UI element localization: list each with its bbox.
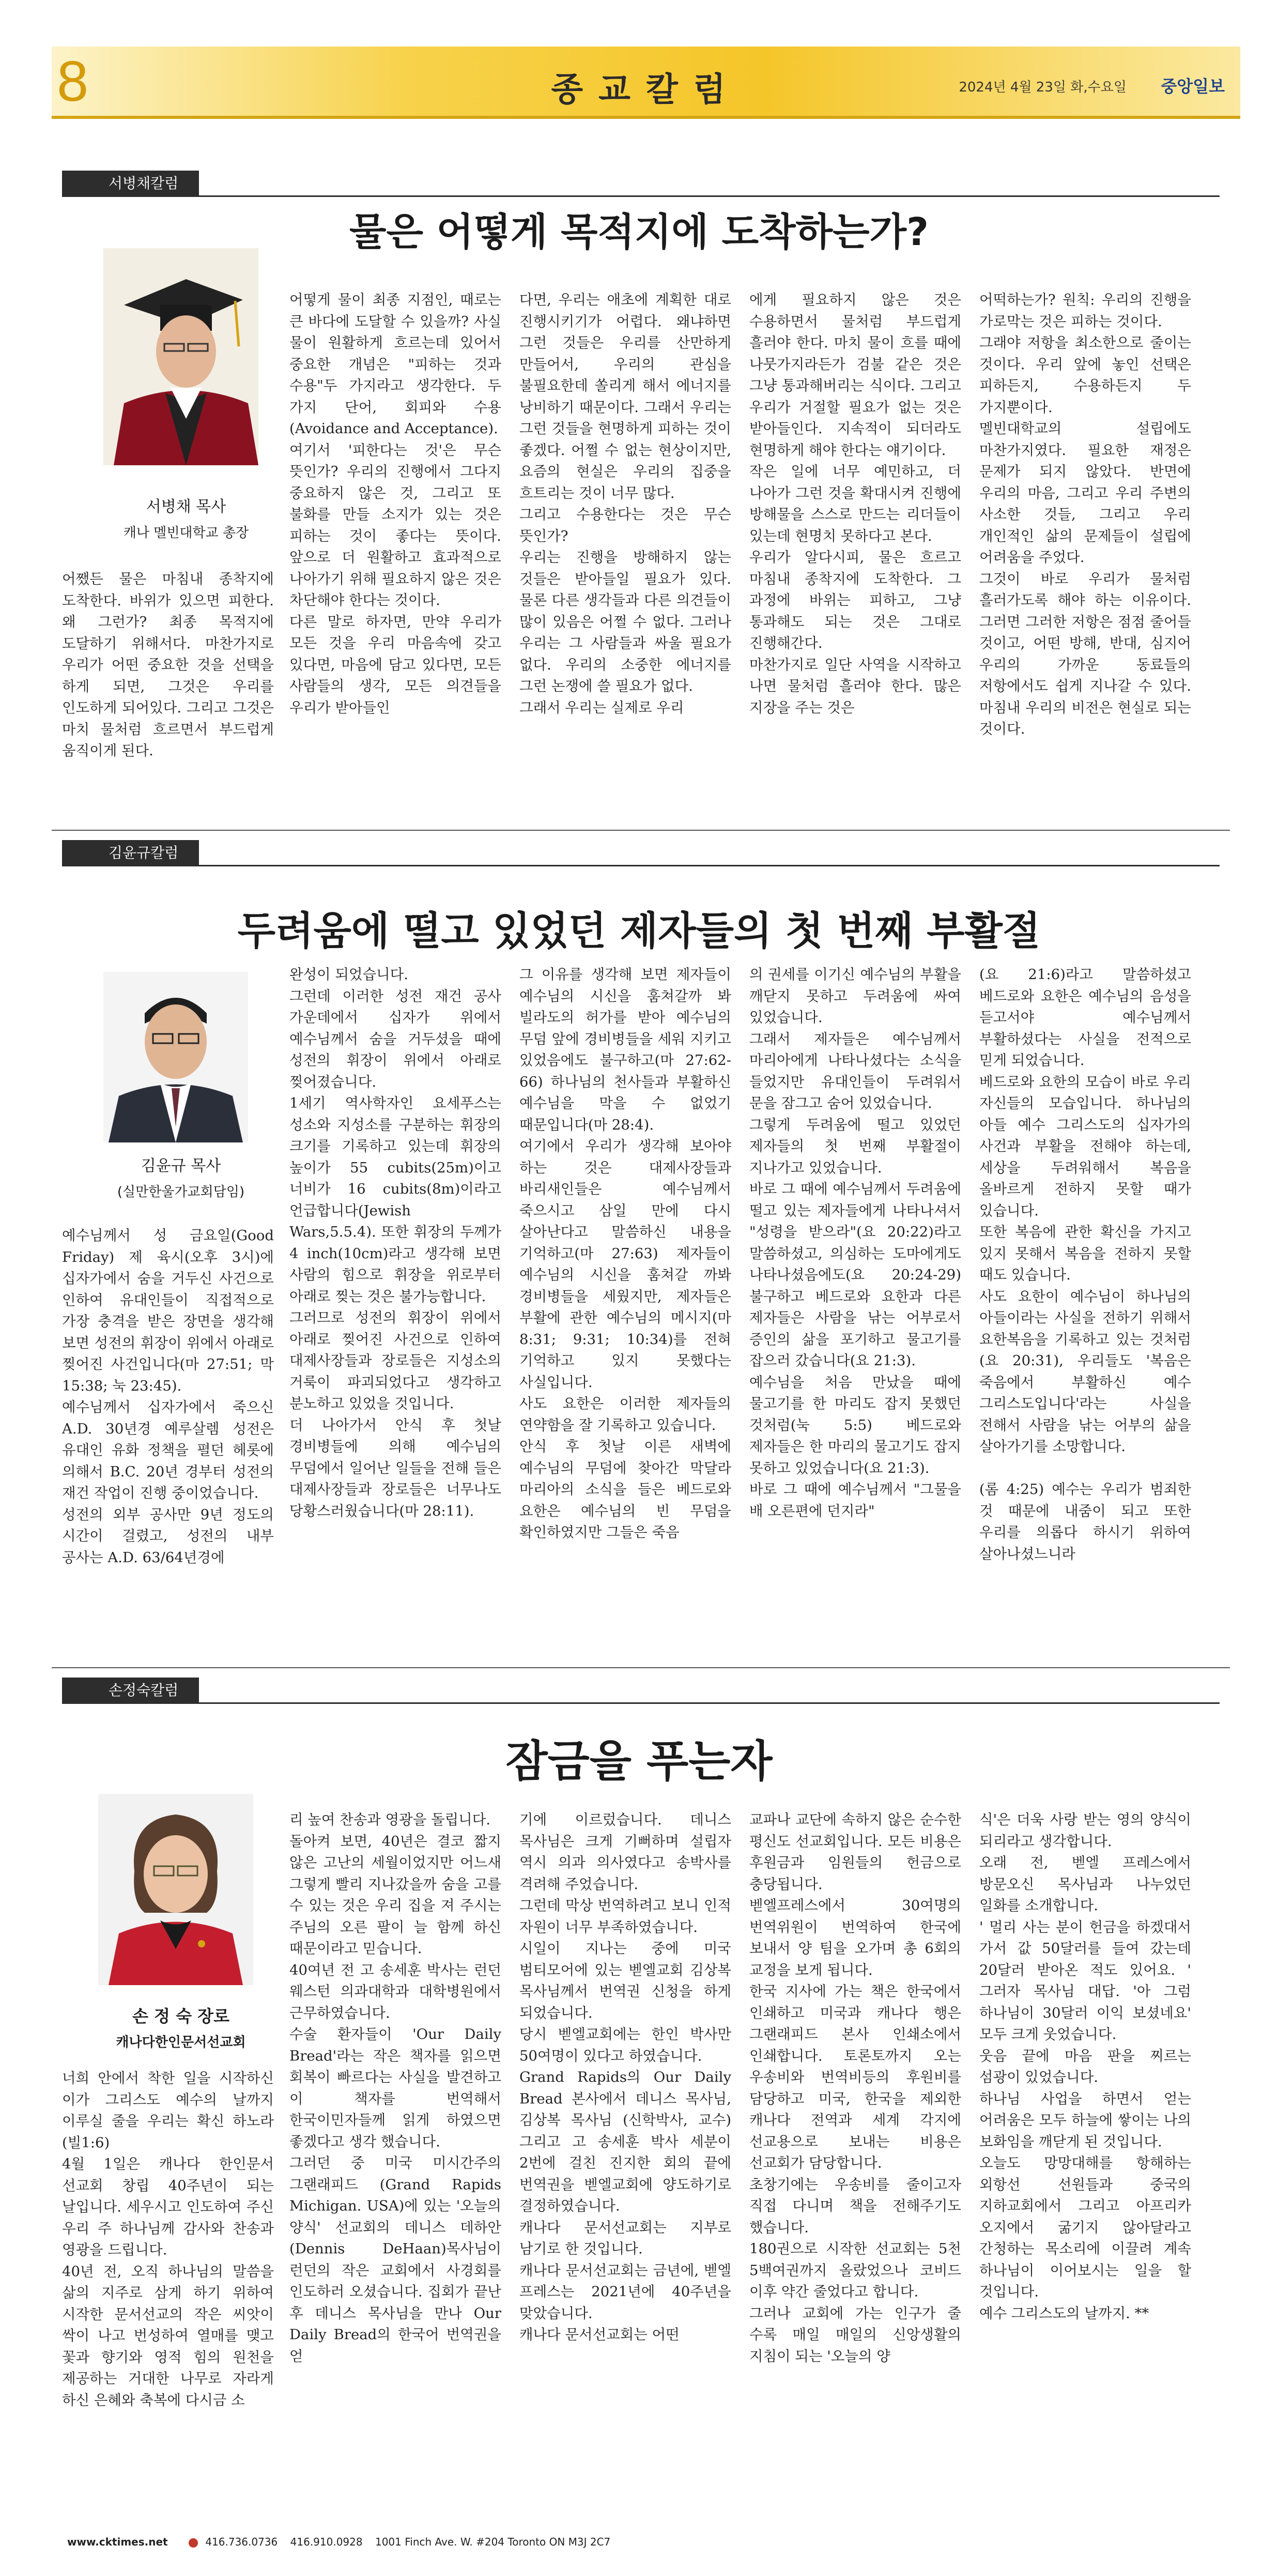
headline-2: 두려움에 떨고 있었던 제자들의 첫 번째 부활절 — [237, 908, 1041, 954]
author-name-2: 김윤규 목사 — [141, 1157, 221, 1175]
page-footer — [67, 2536, 620, 2548]
article-2-column-3: 그 이유를 생각해 보면 제자들이 예수님의 시신을 훔쳐갈까 봐 빌라도의 허가를 받아 예수님의 무덤 앞에 경비병들을 세워 지키고 있었음에도 불구하고(마 27:62-66) 하나님의 천사들과 부활하신 예수님을 막을 수 없었기 때문입니다(마 28:4). 여기에서 우리가 생각해 보아야 하는 것은 대제사장들과 바리새인들은 예수님께서 죽으시고 삼일 만에 다시 살아난다고 말씀하신 내용을 기억하고(마 27:63) 제자들이 예수님의 시신을 훔쳐갈 까봐 경비병들을 세웠지만, 제자들은 부활에 관한 예수님의 메시지(마 8:31; 9:31; 10:34)를 전혀 기억하고 있지 못했다는 사실입니다. 사도 요한은 이러한 제자들의 연약함을 잘 기록하고 있습니다. 안식 후 첫날 이른 새벽에 예수님의 무덤에 찾아간 막달라 마리아의 소식을 들은 베드로와 요한은 예수님의 빈 무덤을 확인하였지만 그들은 죽음 — [519, 966, 731, 1541]
article-3-column-2: 리 높여 찬송과 영광을 돌립니다. 돌아켜 보면, 40년은 결코 짧지 않은 고난의 세월이었지만 어느새 그렇게 빨리 지나갔을까 숨을 고를 수 있는 것은 우리 집을 져 주시는 주님의 오른 팔이 늘 함께 하신 때문이라고 믿습니다. 40여년 전 고 송세훈 박사는 런던 웨스턴 의과대학과 대학병원에서 근무하였습니다. 수술 환자들이 'Our Daily Bread'라는 작은 책자를 읽으면 회복이 빠르다는 사실을 발견하고 이 책자를 번역해서 한국이민자들께 읽게 하였으면 좋겠다고 생각 했습니다. 그러던 중 미국 미시간주의 그랜래피드 (Grand Rapids Michigan. USA)에 있는 '오늘의 양식' 선교회의 데니스 데하안(Dennis DeHaan)목사님이 런던의 작은 교회에서 사경회를 인도하러 오셨습니다. 집회가 끝난 후 데니스 목사님을 만나 Our Daily Bread의 한국어 번역권을 얻 — [289, 1811, 501, 2365]
article-2-column-5: (요 21:6)라고 말씀하셨고 베드로와 요한은 예수님의 음성을 듣고서야 예수님께서 부활하셨다는 사실을 전적으로 믿게 되었습니다. 베드로와 요한의 모습이 바로 우리 자신들의 모습입니다. 하나님의 아들 예수 그리스도의 십자가의 사건과 부활을 전해야 하는데, 세상을 두려워해서 복음을 올바르게 전하지 못할 때가 있습니다. 또한 복음에 관한 확신을 가지고 있지 못해서 복음을 전하지 못할 때도 있습니다. 사도 요한이 예수님이 하나님의 아들이라는 사실을 전하기 위해서 요한복음을 기록하고 있는 것처럼(요 20:31), 우리들도 '복음은 죽음에서 부활하신 예수 그리스도입니다'라는 사실을 전해서 사람을 낚는 어부의 삶을 살아가기를 소망합니다. (롬 4:25) 예수는 우리가 범죄한 것 때문에 내줌이 되고 또한 우리를 의롭다 하시기 위하여 살아나셨느니라 — [979, 966, 1191, 1562]
headline-1: 물은 어떻게 목적지에 도착하는가? — [349, 210, 929, 254]
article-1-column-2: 어떻게 물이 최종 지점인, 때로는 큰 바다에 도달할 수 있을까? 사실 물이 원활하게 흐르는데 있어서 중요한 개념은 "피하는 것과 수용"두 가지라고 생각한다. 두 가지 단어, 회피와 수용 (Avoidance and Acceptance). 여기서 '피한다는 것'은 무슨 뜻인가? 우리의 진행에서 그다지 중요하지 않은 것, 그리고 또 불화를 만들 소지가 있는 것은 피하는 것이 좋다는 뜻이다. 앞으로 더 원활하고 효과적으로 나아가기 위해 필요하지 않은 것은 차단해야 한다는 것이다. 다른 말로 하자면, 만약 우리가 모든 것을 우리 마음속에 갖고 있다면, 마음에 담고 있다면, 모든 사람들의 생각, 모든 의견들을 우리가 받아들인 — [289, 292, 501, 716]
column-tag-3: 손정숙칼럼 — [62, 1678, 199, 1703]
article-1-column-5: 어떡하는가? 원칙: 우리의 진행을 가로막는 것은 피하는 것이다. 그래야 저항을 최소한으로 줄이는 것이다. 우리 앞에 놓인 선택은 피하든지, 수용하든지 두 가지뿐이다. 멜빈대학교의 설립에도 마찬가지였다. 필요한 재정은 문제가 되지 않았다. 반면에 우리의 마음, 그리고 우리 주변의 사소한 것들, 그리고 우리 개인적인 삶의 문제들이 설립에 어려움을 주었다. 그것이 바로 우리가 물처럼 흘러가도록 해야 하는 이유이다. 그러면 그러한 저항은 점점 줄어들 것이고, 어떤 방해, 반대, 심지어 우리의 가까운 동료들의 저항에서도 쉽게 지나갈 수 있다. 마침내 우리의 비전은 현실로 되는 것이다. — [979, 292, 1191, 737]
article-1-column-3: 다면, 우리는 애초에 계획한 대로 진행시키기가 어렵다. 왜냐하면 그런 것들은 우리를 산만하게 만들어서, 우리의 관심을 불필요한데 쏠리게 해서 에너지를 낭비하기 때문이다. 그래서 우리는 그런 것들을 현명하게 피하는 것이 좋겠다. 어쩔 수 없는 현상이지만, 요즘의 현실은 우리의 집중을 흐트리는 것이 너무 많다. 그리고 수용한다는 것은 무슨 뜻인가? 우리는 진행을 방해하지 않는 것들은 받아들일 필요가 있다. 물론 다른 생각들과 다른 의견들이 많이 있음은 어쩔 수 없다. 그러나 우리는 그 사람들과 싸울 필요가 없다. 우리의 소중한 에너지를 그런 논쟁에 쓸 필요가 없다. 그래서 우리는 실제로 우리 — [519, 292, 731, 716]
author-name-1: 서병채 목사 — [146, 498, 226, 516]
column-tag-1: 서병채칼럼 — [62, 171, 199, 196]
footer-phone-2: 416.910.0928 — [290, 2536, 363, 2548]
phone-icon — [189, 2538, 198, 2548]
article-3-column-4: 교파나 교단에 속하지 않은 순수한 평신도 선교회입니다. 모든 비용은 후원금과 임원들의 헌금으로 충당됩니다. 벧엘프레스에서 30여명의 번역위원이 번역하여 한국에 보내서 양 팀을 오가며 총 6회의 교정을 보게 됩니다. 한국 지사에 가는 책은 한국에서 인쇄하고 미국과 캐나다 행은 그랜래피드 본사 인쇄소에서 인쇄합니다. 토론토까지 오는 우송비와 번역비등의 후원비를 담당하고 미국, 한국을 제외한 캐나다 전역과 세계 각지에 선교용으로 보내는 비용은 선교회가 담당합니다. 초창기에는 우송비를 줄이고자 직접 다니며 책을 전해주기도 했습니다. 180권으로 시작한 선교회는 5천 5백여권까지 올랐었으나 코비드 이후 약간 줄었다고 합니다. 그러나 교회에 가는 인구가 줄 수록 매일 매일의 신앙생활의 지침이 되는 '오늘의 양 — [749, 1811, 961, 2365]
author-photo-2 — [103, 972, 248, 1142]
author-name-3: 손 정 숙 장로 — [132, 2006, 229, 2026]
author-photo-3 — [98, 1794, 253, 1985]
page-header — [52, 47, 1240, 119]
tag-rule-3 — [62, 1702, 1220, 1704]
article-3-column-1: 너희 안에서 착한 일을 시작하신 이가 그리스도 예수의 날까지 이루실 줄을 우리는 확신 하노라 (빌1:6) 4월 1일은 캐나다 한인문서 선교회 창립 40주년이 되는 날입니다. 세우시고 인도하여 주신 우리 주 하나님께 감사와 찬송과 영광을 드립니다. 40년 전, 오직 하나님의 말씀을 삶의 지주로 삼게 하기 위하여 시작한 문서선교의 작은 씨앗이 싹이 나고 번성하여 열매를 맺고 꽃과 향기와 영적 힘의 원천을 제공하는 거대한 나무로 자라게 하신 은혜와 축복에 다시금 소 — [62, 2070, 274, 2409]
author-title-1: 캐나 멜빈대학교 총장 — [123, 525, 249, 541]
portrait-woman-icon — [98, 1794, 253, 1985]
page-number: 8 — [57, 50, 89, 113]
author-photo-1 — [103, 248, 258, 465]
footer-phone-1: 416.736.0736 — [205, 2536, 278, 2548]
article-2-column-1: 예수님께서 성 금요일(Good Friday) 제 육시(오후 3시)에 십자가에서 숨을 거두신 사건으로 인하여 유대인들이 직접적으로 가장 충격을 받은 장면을 생각해 보면 성전의 휘장이 위에서 아래로 찢어진 사건입니다(마 27:51; 막 15:38; 눅 23:45). 예수님께서 십자가에서 죽으신 A.D. 30년경 예루살렘 성전은 유대인 유화 정책을 펼던 헤롯에 의해서 B.C. 20년 경부터 성전의 재건 작업이 진행 중이었습니다. 성전의 외부 공사만 9년 정도의 시간이 걸렸고, 성전의 내부 공사는 A.D. 63/64년경에 — [62, 1227, 274, 1566]
article-2-column-2: 완성이 되었습니다. 그런데 이러한 성전 재건 공사 가운데에서 십자가 위에서 예수님께서 숨을 거두셨을 때에 성전의 휘장이 위에서 아래로 찢어졌습니다. 1세기 역사학자인 요세푸스는 성소와 지성소를 구분하는 휘장의 크기를 기록하고 있는데 휘장의 높이가 55 cubits(25m)이고 너비가 16 cubits(8m)이라고 언급합니다(Jewish Wars,5.5.4). 또한 휘장의 두께가 4 inch(10cm)라고 생각해 보면 사람의 힘으로 휘장을 위로부터 아래로 찢는 것은 불가능합니다. 그러므로 성전의 휘장이 위에서 아래로 찢어진 사건으로 인하여 대제사장들과 장로들은 지성소의 거룩이 파괴되었다고 생각하고 분노하고 있었을 것입니다. 더 나아가서 안식 후 첫날 경비병들에 의해 예수님의 무덤에서 일어난 일들을 전해 들은 대제사장들과 장로들은 너무나도 당황스러웠습니다(마 28:11). — [289, 966, 501, 1519]
headline-3: 잠금을 푸는자 — [505, 1736, 773, 1787]
footer-address: 1001 Finch Ave. W. #204 Toronto ON M3J 2C7 — [375, 2536, 611, 2548]
tag-rule-1 — [62, 195, 1220, 197]
portrait-graduation-icon — [103, 248, 258, 465]
author-title-2: (실만한울가교회담임) — [117, 1184, 245, 1200]
article-3-column-5: 식'은 더욱 사랑 받는 영의 양식이 되리라고 생각합니다. 오래 전, 벧엘 프레스에서 방문오신 목사님과 나누었던 일화를 소개합니다. ' 멀리 사는 분이 헌금을 하겠대서 가서 값 50달러를 들여 갔는데 20달러 받아온 적도 있어요. ' 그러자 목사님 대답. '아 그럼 하나님이 30달러 이익 보셨네요' 모두 크게 웃었습니다. 웃음 끝에 마음 판을 찌르는 섬광이 있었습니다. 하나님 사업을 하면서 얻는 어려움은 모두 하늘에 쌓이는 나의 보화임을 깨닫게 된 것입니다. 오늘도 망망대해를 항해하는 외항선 선원들과 중국의 지하교회에서 그리고 아프리카 오지에서 굶기지 않아달라고 간청하는 목소리에 이끌려 계속 하나님이 이어보시는 일을 할 것입니다. 예수 그리스도의 날까지. ** — [979, 1811, 1191, 2322]
newspaper-logo: 중앙일보 — [1161, 77, 1225, 96]
article-3-column-3: 기에 이르렀습니다. 데니스 목사님은 크게 기뻐하며 설립자 역시 의과 의사였다고 송박사를 격려해 주었습니다. 그런데 막상 번역하려고 보니 인적 자원이 너무 부족하였습니다. 시일이 지나는 중에 미국 범티모어에 있는 벧엘교회 김상복 목사님께서 번역권 신청을 하게 되었습니다. 당시 벧엘교회에는 한인 박사만 50여명이 있다고 하였습니다. Grand Rapids의 Our Daily Bread 본사에서 데니스 목사님, 김상복 목사님 (신학박사, 교수) 그리고 고 송세훈 박사 세분이 2번에 걸친 진지한 회의 끝에 번역권을 벧엘교회에 양도하기로 결정하였습니다. 캐나다 문서선교회는 지부로 남기로 한 것입니다. 캐나다 문서선교회는 금년에, 벧엘 프레스는 2021년에 40주년을 맞았습니다. 캐나다 문서선교회는 어떤 — [519, 1811, 731, 2343]
section-divider-2 — [52, 1667, 1230, 1668]
issue-date: 2024년 4월 23일 화,수요일 — [959, 80, 1127, 95]
article-2-column-4: 의 권세를 이기신 예수님의 부활을 깨닫지 못하고 두려움에 싸여 있었습니다. 그래서 제자들은 예수님께서 마리아에게 나타나셨다는 소식을 들었지만 유대인들이 두려워서 문을 잠그고 숨어 있었습니다. 그렇게 두려움에 떨고 있었던 제자들의 첫 번째 부활절이 지나가고 있었습니다. 바로 그 때에 예수님께서 두려움에 떨고 있는 제자들에게 나타나셔서 "성령을 받으라"(요 20:22)라고 말씀하셨고, 의심하는 도마에게도 나타나셨음에도(요 20:24-29) 불구하고 베드로와 요한과 다른 제자들은 사람을 낚는 어부로서 증인의 삶을 포기하고 물고기를 잡으러 갔습니다(요 21:3). 예수님을 처음 만났을 때에 물고기를 한 마리도 잡지 못했던 것처럼(눅 5:5) 베드로와 제자들은 한 마리의 물고기도 잡지 못하고 있었습니다(요 21:3). 바로 그 때에 예수님께서 "그물을 배 오른편에 던지라" — [749, 966, 961, 1519]
footer-website[interactable]: www.cktimes.net — [67, 2536, 168, 2548]
section-title: 종교칼럼 — [551, 71, 741, 109]
tag-rule-2 — [62, 865, 1220, 866]
portrait-suit-icon — [103, 972, 248, 1142]
section-divider-1 — [52, 830, 1230, 831]
article-1-column-1: 어쨌든 물은 마침내 종착지에 도착한다. 바위가 있으면 피한다. 왜 그런가? 최종 목적지에 도달하기 위해서다. 마찬가지로 우리가 어떤 중요한 것을 선택을 하게 되면, 그것은 우리를 인도하게 되어있다. 그리고 그것은 마치 물처럼 흐르면서 부드럽게 움직이게 된다. — [62, 571, 274, 759]
column-tag-2: 김윤규칼럼 — [62, 840, 199, 866]
article-1-column-4: 에게 필요하지 않은 것은 수용하면서 물처럼 부드럽게 흘러야 한다. 마치 물이 흐를 때에 나뭇가지라든가 검불 같은 것은 그냥 통과해버리는 식이다. 그리고 우리가 거절할 필요가 없는 것은 받아들인다. 지속적이 되더라도 현명하게 해야 한다는 얘기이다. 작은 일에 너무 예민하고, 더 나아가 그런 것을 확대시켜 진행에 방해물을 스스로 만드는 리더들이 있는데 현명치 못하다고 본다. 우리가 알다시피, 물은 흐르고 마침내 종착지에 도착한다. 그 과정에 바위는 피하고, 그냥 통과해도 되는 것은 그대로 진행해간다. 마찬가지로 일단 사역을 시작하고 나면 물처럼 흘러야 한다. 많은 지장을 주는 것은 — [749, 292, 961, 716]
author-title-3: 캐나다한인문서선교회 — [116, 2035, 246, 2050]
